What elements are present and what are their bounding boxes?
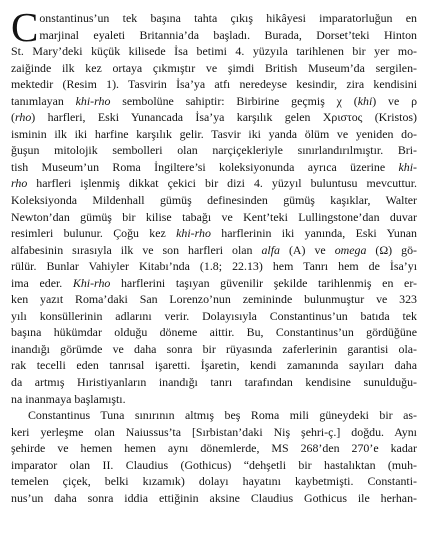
text-line: onstantinus’un tek başına tahta çıkış hikâyesi imparatorluğun en [39,11,417,25]
drop-cap: C [11,4,39,50]
paragraph-1 [11,4,418,407]
text-line: tanımlayan khi-rho sembolüne sahiptir: Birbirine geçmiş χ (khi) ve ρ [11,93,418,108]
text-line: nus’un daha sonra iddia ettiğinin aksine Claudius Gothicus ile herhan- [11,490,417,505]
text-line: isminin ilk iki harfine karşılık gelir. Tasvir iki yanda ölüm ve yeniden do- [11,126,417,141]
text-line: ima eder. Khi-rho harflerini taşıyan güvenilir şekilde tarihlenmiş en er- [11,275,417,290]
text-line: keri yerleşme olan Naiussus’ta [Sırbistan’daki Niş şehri-ç.] doğdu. Aynı [11,424,417,439]
text-line: da artmış Hıristiyanların inandığı tanrı tarafından kendisine sunulduğu- [11,375,417,390]
text-line: ğuşun mitolojik sembolleri olan narçiçekleriyle sınırlandırılmıştır. Bri- [11,143,417,158]
text-line: ken yazıt Roma’daki San Lorenzo’nun zemininde bulunmuştur ve 323 [11,292,417,307]
text-line: Constantinus Tuna sınırının altmış beş Roma mili güneydeki bir as- [28,408,417,423]
text-line: temelen çiçek, belki kızamık) dolayı hayatını kaybetmişti. Constanti- [11,474,417,489]
text-line: imparator olan II. Claudius (Gothicus) “dehşetli bir hastalıktan (muh- [11,457,417,472]
text-line: rak tecelli eden tanrısal işaretti. İşaretin, kendi zamanında sayıları daha [11,358,417,373]
text-line: Newton’dan gümüş bir kilise tabağı ve Kent’teki Lullingstone’dan duvar [11,209,417,224]
text-line: (rho) harfleri, Eski Yunancada İsa’ya karşılık gelen Χριστος (Kristos) [11,110,417,125]
text-line: St. Mary’deki küçük kilisede İsa betimi 4. yüzyıla tarihlenen bir yer mo- [11,44,417,59]
body-text [11,4,418,506]
text-line: resimleri bulunur. Çoğu kez khi-rho harflerinin iki yanında, Eski Yunan [11,226,417,241]
text-line: alfabesinin sırasıyla ilk ve son harfleri olan alfa (A) ve omega (Ω) gö- [11,242,417,257]
text-line: zaiğinde ilk kez ortaya çıkmıştır ve şimdi British Museum’da sergilen- [11,60,417,75]
text-line: Koleksiyonda Mildenhall gümüş definesinden gümüş kaşıklar, Walter [11,193,417,208]
text-line: marjinal eyaleti Britannia’da başladı. Burada, Dorset’teki Hinton [39,27,417,42]
text-line: yılı konsüllerinin adlarını verir. Dolayısıyla Constantinus’un batıda tek [11,308,417,323]
text-line: mektedir (Resim 1). Tasvirin İsa’ya atfı neredeyse kesindir, zira kendisini [11,77,417,92]
text-line: rho harfleri işlenmiş dikkat çekici bir dizi 4. yüzyıl buluntusu mevcuttur. [11,176,417,191]
text-line: başına hükümdar olduğu döneme aittir. Bu, Constantinus’un gördüğüne [11,325,417,340]
paragraph-2 [11,407,417,506]
text-line: inandığı görümde ve daha sonra bir rüyasında zaferlerinin garantisi ola- [11,341,417,356]
text-line: rülür. Bunlar Vahiyler Kitabı’nda (1.8; 22.13) hem Tanrı hem de İsa’yı [11,259,417,274]
text-line: şehirde ve hemen hemen aynı dönemlerde, MS 268’den 270’e kadar [11,441,417,456]
text-line: tish Museum’un Roma İngiltere’si koleksiyonunda ayrıca üzerine khi- [11,159,417,174]
text-line: na inanmaya başlamıştı. [11,391,126,406]
